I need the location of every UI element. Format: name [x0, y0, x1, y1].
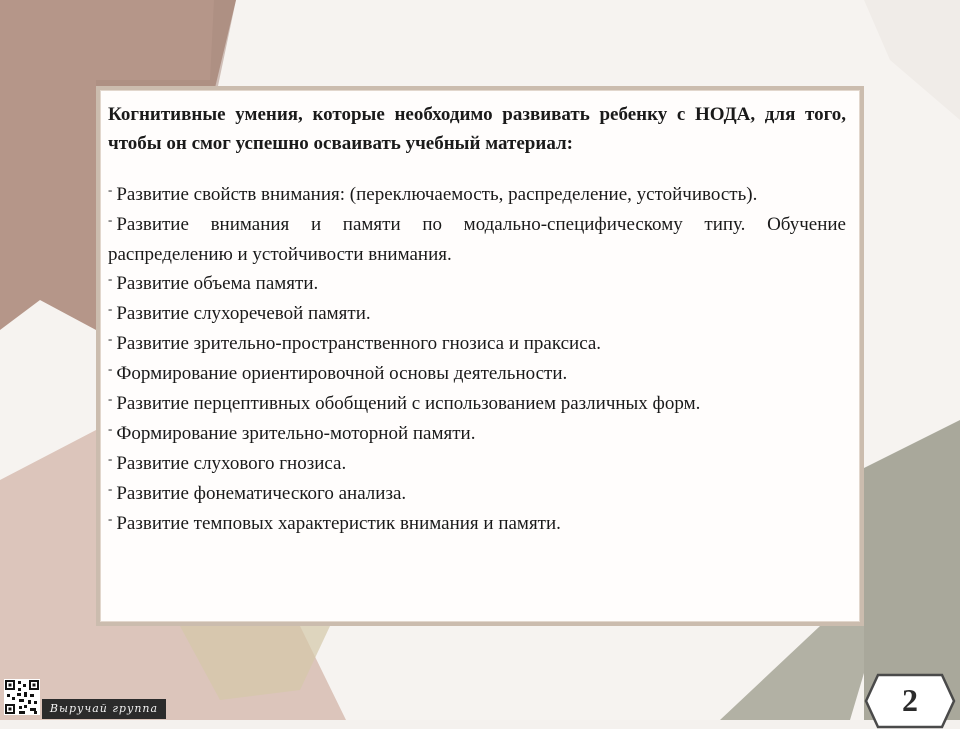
list-item [108, 210, 846, 269]
bullet-dash: - [108, 301, 113, 316]
bullet-dash: - [108, 391, 113, 406]
text-block [108, 100, 846, 539]
bullet-dash: - [108, 331, 113, 346]
list-item-text: Развитие внимания и памяти по модально-специфическому типу. Обучение распределению и устойчивости внимания. [108, 214, 846, 265]
list-item [108, 449, 846, 479]
page-number: 2 [902, 682, 918, 718]
bullet-dash: - [108, 451, 113, 466]
group-label: Выручай группа [42, 699, 166, 719]
bullet-dash: - [108, 511, 113, 526]
slide-heading: Когнитивные умения, которые необходимо развивать ребенку с НОДА, для того, чтобы он смог успешно осваивать учебный материал: [108, 104, 846, 154]
list-item-text: Развитие зрительно-пространственного гнозиса и праксиса. [116, 333, 602, 354]
list-item [108, 269, 846, 299]
bullet-dash: - [108, 271, 113, 286]
bullet-dash: - [108, 212, 113, 227]
list-item-text: Развитие фонематического анализа. [116, 483, 407, 504]
spacer [108, 158, 846, 180]
list-item-text: Развитие слухового гнозиса. [116, 453, 347, 474]
content-frame [96, 86, 864, 626]
list-item [108, 389, 846, 419]
bullet-dash: - [108, 182, 113, 197]
list-item-text: Развитие темповых характеристик внимания и памяти. [116, 513, 561, 534]
bullet-dash: - [108, 421, 113, 436]
list-item [108, 299, 846, 329]
list-item [108, 509, 846, 539]
bullet-dash: - [108, 481, 113, 496]
bullet-dash: - [108, 361, 113, 376]
list-item-text: Развитие слухоречевой памяти. [116, 303, 371, 324]
list-item-text: Развитие перцептивных обобщений с использованием различных форм. [116, 393, 701, 414]
list-item [108, 359, 846, 389]
list-item [108, 479, 846, 509]
list-item [108, 180, 846, 210]
list-item-text: Развитие свойств внимания: (переключаемость, распределение, устойчивость). [116, 184, 758, 205]
list-item-text: Развитие объема памяти. [116, 273, 319, 294]
qr-code-icon [4, 679, 40, 715]
list-item-text: Формирование ориентировочной основы деятельности. [116, 363, 568, 384]
list-item-text: Формирование зрительно-моторной памяти. [116, 423, 476, 444]
list-item [108, 329, 846, 359]
list-item [108, 419, 846, 449]
